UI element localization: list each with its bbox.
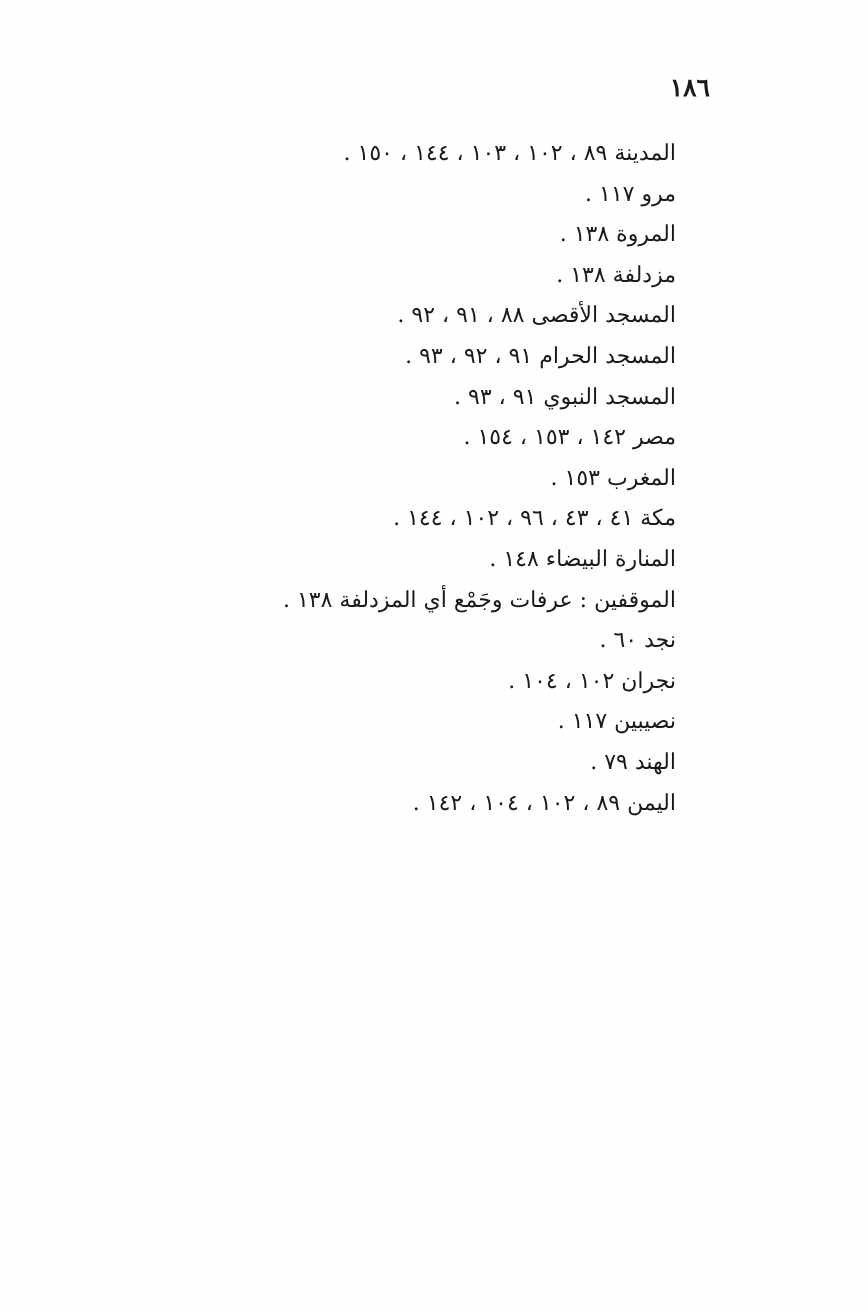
index-entry-masjid-nabawi: المسجد النبوي ٩١ ، ٩٣ . — [454, 384, 676, 410]
index-entry-madina: المدينة ٨٩ ، ١٠٢ ، ١٠٣ ، ١٤٤ ، ١٥٠ . — [343, 141, 676, 166]
index-entry-najran: نجران ١٠٢ ، ١٠٤ . — [508, 668, 676, 694]
index-entry-marwa: المروة ١٣٨ . — [559, 222, 676, 248]
index-entry-yaman: اليمن ٨٩ ، ١٠٢ ، ١٠٤ ، ١٤٢ . — [412, 790, 676, 816]
index-entry-muzdalifa: مزدلفة ١٣٨ . — [556, 262, 676, 288]
index-entry-mawqifayn: الموقفين : عرفات وجَمْع أي المزدلفة ١٣٨ . — [282, 587, 676, 613]
index-entry-makka: مكة ٤١ ، ٤٣ ، ٩٦ ، ١٠٢ ، ١٤٤ . — [393, 506, 676, 532]
index-entry-nusaybin: نصيبين ١١٧ . — [557, 709, 676, 735]
index-entry-marw: مرو ١١٧ . — [585, 181, 676, 207]
page-number: ١٨٦ — [669, 73, 710, 102]
index-entry-manara-bayda: المنارة البيضاء ١٤٨ . — [489, 546, 676, 572]
index-entry-masjid-haram: المسجد الحرام ٩١ ، ٩٢ ، ٩٣ . — [405, 343, 676, 369]
index-entry-najd: نجد ٦٠ . — [599, 628, 676, 654]
index-entry-masjid-aqsa: المسجد الأقصى ٨٨ ، ٩١ ، ٩٢ . — [397, 303, 676, 329]
index-entry-misr: مصر ١٤٢ ، ١٥٣ ، ١٥٤ . — [463, 425, 676, 451]
index-entry-hind: الهند ٧٩ . — [590, 749, 676, 775]
index-entry-maghrib: المغرب ١٥٣ . — [550, 465, 676, 491]
place-index-list — [240, 134, 676, 824]
